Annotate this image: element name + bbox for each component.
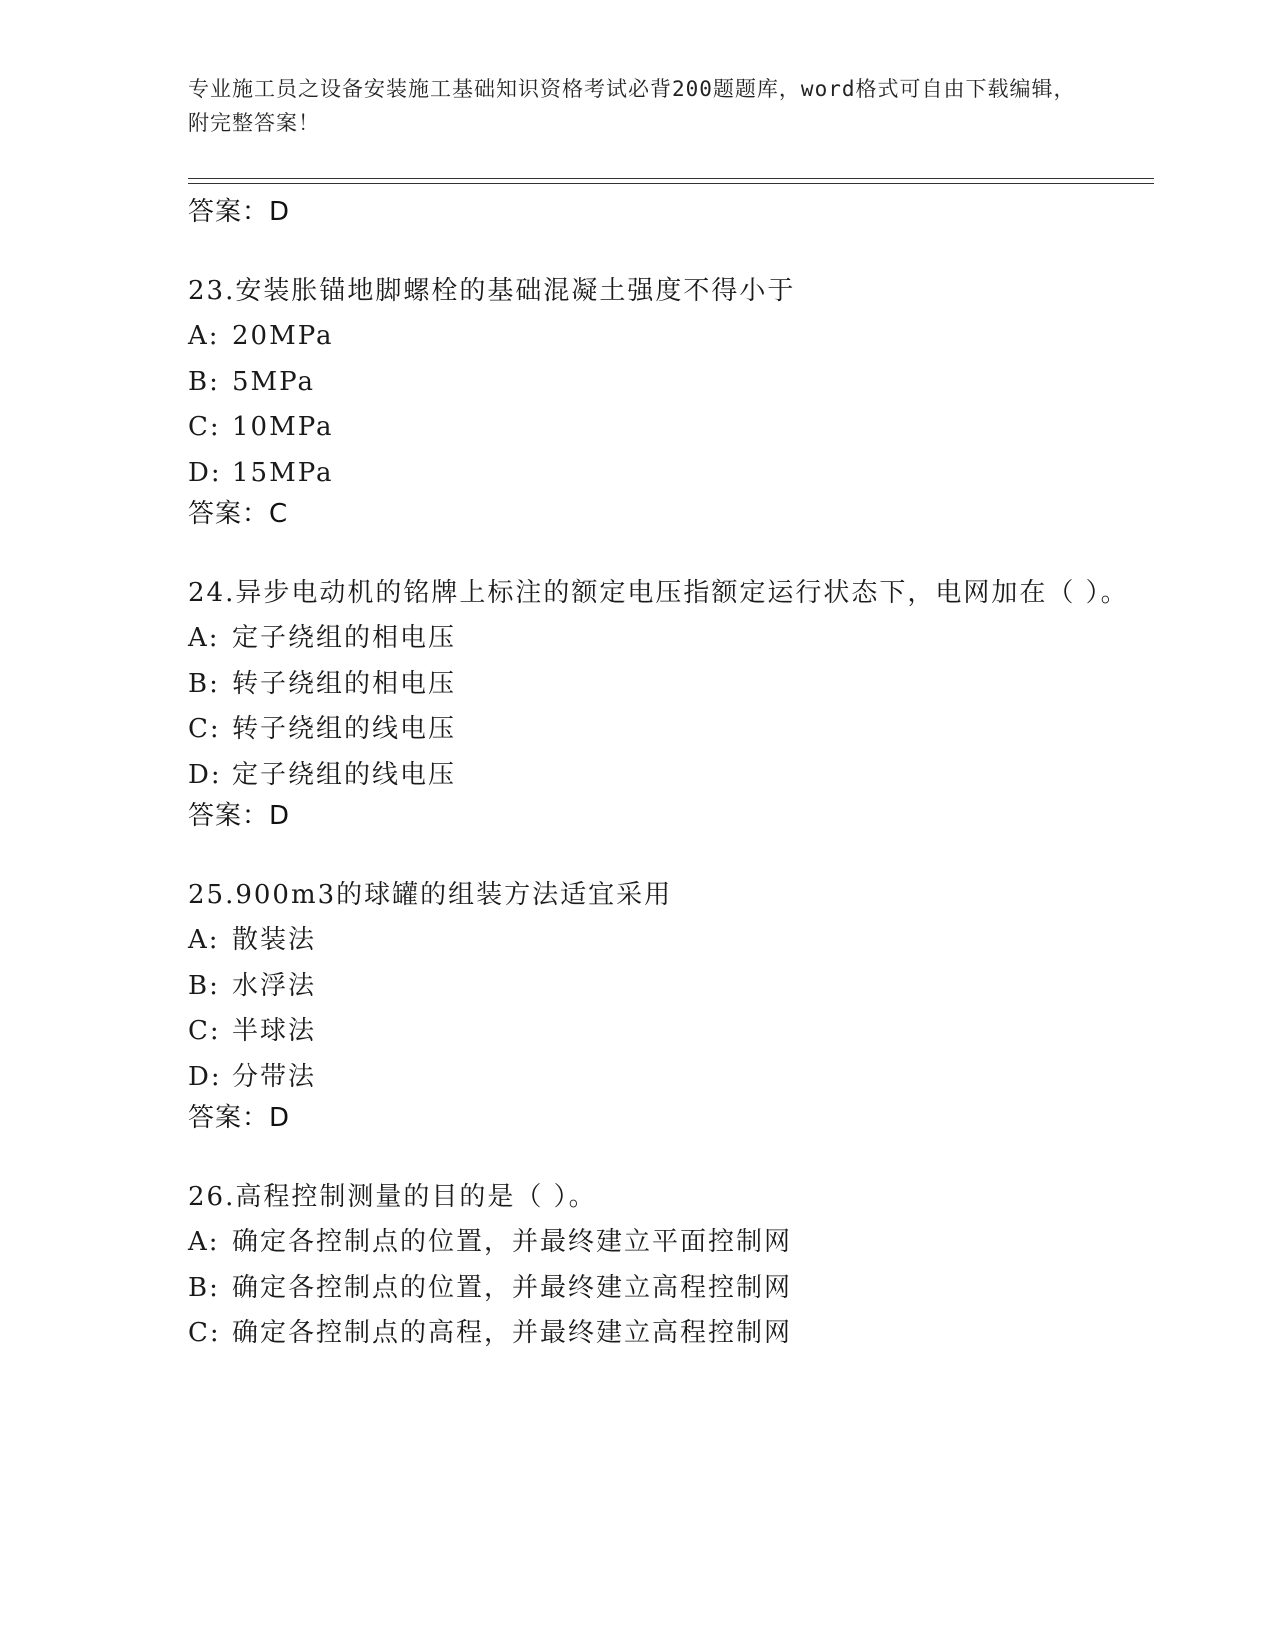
option-text: 定子绕组的线电压 (232, 759, 457, 790)
option-key: B: (188, 970, 220, 1001)
question-block (188, 872, 1154, 1134)
option-b (188, 1266, 1154, 1312)
option-key: D: (188, 759, 222, 790)
option-key: B: (188, 1272, 220, 1303)
option-d (188, 753, 1154, 799)
question-block (188, 570, 1154, 832)
option-key: B: (188, 366, 220, 397)
header-rule (188, 178, 1154, 184)
option-c (188, 405, 1154, 451)
option-text: 5MPa (232, 366, 315, 397)
option-b (188, 360, 1154, 406)
option-text: 转子绕组的相电压 (232, 668, 457, 699)
option-a (188, 314, 1154, 360)
question-stem: 25.900m3的球罐的组装方法适宜采用 (188, 880, 673, 910)
option-key: D: (188, 1061, 222, 1092)
option-text: 确定各控制点的位置，并最终建立高程控制网 (232, 1272, 793, 1303)
option-key: A: (188, 321, 220, 351)
option-key: A: (188, 623, 220, 653)
option-a (188, 616, 1154, 662)
option-key: A: (188, 1227, 220, 1257)
question-stem: 24.异步电动机的铭牌上标注的额定电压指额定运行状态下，电网加在（ ）。 (188, 578, 1129, 608)
option-key: C: (188, 412, 221, 442)
option-text: 分带法 (232, 1061, 317, 1092)
option-key: C: (188, 1318, 221, 1348)
option-text: 散装法 (232, 925, 317, 955)
option-a (188, 918, 1154, 964)
option-d (188, 1055, 1154, 1101)
option-c (188, 1311, 1154, 1357)
document-header: 专业施工员之设备安装施工基础知识资格考试必背200题题库，word格式可自由下载编辑，附完整答案！ (188, 77, 1076, 135)
option-key: C: (188, 1016, 221, 1046)
option-text: 定子绕组的相电压 (232, 623, 457, 653)
answer-line: 答案：D (188, 197, 291, 227)
option-key: B: (188, 668, 220, 699)
option-b (188, 964, 1154, 1010)
option-c (188, 707, 1154, 753)
option-text: 20MPa (232, 321, 334, 351)
option-key: A: (188, 925, 220, 955)
option-text: 转子绕组的线电压 (232, 714, 457, 744)
option-a (188, 1220, 1154, 1266)
question-stem: 26.高程控制测量的目的是（ ）。 (188, 1182, 597, 1212)
option-c (188, 1009, 1154, 1055)
answer-line: 答案：D (188, 801, 291, 831)
document-body (188, 190, 1154, 1357)
option-text: 15MPa (232, 457, 334, 488)
option-text: 半球法 (232, 1016, 317, 1046)
option-text: 确定各控制点的位置，并最终建立平面控制网 (232, 1227, 793, 1257)
option-d (188, 451, 1154, 497)
option-text: 确定各控制点的高程，并最终建立高程控制网 (232, 1318, 793, 1348)
question-block (188, 268, 1154, 530)
option-key: D: (188, 457, 222, 488)
question-stem: 23.安装胀锚地脚螺栓的基础混凝土强度不得小于 (188, 276, 796, 306)
option-key: C: (188, 714, 221, 744)
answer-line: 答案：D (188, 1103, 291, 1133)
option-text: 10MPa (232, 412, 334, 442)
option-text: 水浮法 (232, 970, 317, 1001)
answer-line: 答案：C (188, 499, 289, 529)
option-b (188, 662, 1154, 708)
question-block (188, 1174, 1154, 1357)
